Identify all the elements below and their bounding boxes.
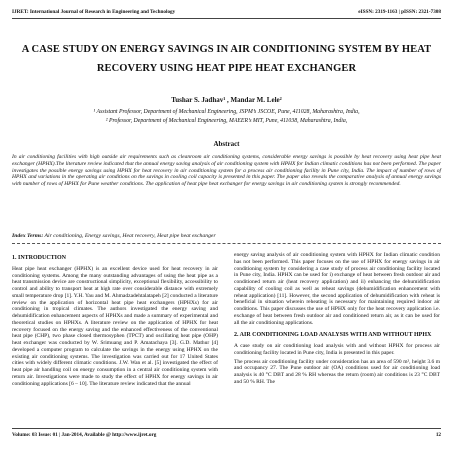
intro-paragraph: Heat pipe heat exchanger (HPHX) is an excellent device used for heat recovery in air conditioning systems. Among the many outstanding advantages of using the heat pipe as a heat transmission device are constructional simplicity, exceptional flexibility, accessibility to control and ability to transport heat at high rate over considerable distance with extremely small temperature drop [1]. Y.H. Yau and M. Ahmadzadehtalatapeh [2] conducted a literature review on the application of horizontal heat pipe heat exchangers (HPHXs) for air conditioning in tropical climates. The authors investigated the energy saving and dehumidification enhancement aspects of HPHXs and made a summary of experimental and theoretical studies on HPHXs. A literature review on the application of HPHX for heat recovery focused on the energy saving and the enhanced effectiveness of the conventional heat pipe (CHP), two phase closed thermosyphen (TPCT) and oscillating heat pipe (OHP) heat exchanger was conducted by W. Srimuang and P. Amatachaya [3]. G.D. Mathur [4] developed a computer program to calculate the savings in the energy using HPHX on the existing air conditioning systems. The investigation was carried out for 17 United States cities with widely different climatic conditions. J.W. Wan et al. [5] investigated the effect of heat pipe air handling coil on energy consumption in a central air conditioning system with return air. Investigations were made to study the effect of HPHX for energy savings in air conditioning applications [6 – 10]. The literature review indicated that the annual [12, 265, 218, 387]
authors: Tushar S. Jadhav¹ , Mandar M. Lele² [171, 96, 282, 104]
running-header [12, 9, 441, 15]
footer-rule [12, 428, 441, 429]
keywords [12, 233, 441, 239]
section-2-title: 2. AIR CONDITIONING LOAD ANALYSIS WITH AND WITHOUT HPHX [234, 332, 432, 339]
section-1-title: 1. INTRODUCTION [12, 255, 67, 261]
volume-info: Volume: 03 Issue: 01 | Jan-2014, Available @ http://www.ijret.org [12, 432, 157, 438]
case-study-paragraph: A case study on air conditioning load analysis with and without HPHX for process air conditioning facility located in Pune city, India is presented in this paper. [234, 343, 440, 356]
left-column [12, 252, 218, 389]
running-footer [12, 432, 441, 438]
paper-title: A CASE STUDY ON ENERGY SAVINGS IN AIR CONDITIONING SYSTEM BY HEAT RECOVERY USING HEAT PIPE HEAT EXCHANGER [21, 44, 432, 74]
keywords-text: Air conditioning, Energy savings, Heat recovery, Heat pipe heat exchanger [43, 233, 216, 239]
abstract-text: In air conditioning facilities with high outside air requirements such as cleanroom air conditioning systems, considerable energy savings is possible by heat recovery using heat pipe heat exchanger (HPHX).The literature review indicated that the annual energy saving analysis of air conditioning system with HPHX for Indian climatic conditions has not been performed. The paper investigates the possible energy savings using HPHX for heat recovery in air conditioning system for a process air conditioning facility in Pune city, India. The impact of number of rows of HPHX and variations in the operating air conditions on the savings in cooling coil capacity is presented in this paper. The paper also reveals the comparative analysis of annual energy savings with number of rows of HPHX for Pune weather conditions. The application of heat pipe heat exchanger for energy savings in air conditioning system is strongly recommended. [12, 154, 441, 188]
affiliation-1: ¹ Assistant Professor, Department of Mechanical Engineering, JSPM’s JSCOE, Pune, 411028, Maharashtra, India, [93, 109, 360, 115]
issn: eISSN: 2319-1163 | pISSN: 2321-7308 [358, 9, 441, 15]
section-divider [12, 243, 441, 244]
abstract-heading: Abstract [213, 140, 240, 148]
intro-continued-paragraph: energy saving analysis of air conditioning system with HPHX for Indian climatic condition has not been performed. This paper focuses on the use of HPHX for energy savings in air conditioning system by considering a case study of process air conditioning facility located in Pune city, India. HPHX can be used for i) exchange of heat between fresh outdoor air and conditioned return air (heat recovery application) and ii) enhancing the dehumidification capability of cooling coil as well as reheat savings (dehumidification enhancement with reheat application) [11]. However, the second application of dehumidification with reheat is beneficial in situation wherein reheating is necessary for maintaining required indoor air conditions. This paper discusses the use of HPHX only for the heat recovery application i.e. exchange of heat between fresh outdoor air and conditioned return air, as it can be used for all the air conditioning applications. [234, 252, 440, 326]
right-column [234, 252, 440, 388]
affiliation-2: ² Professor, Department of Mechanical Engineering, MAEER’s MIT, Pune, 411038, Maharashtra, India, [105, 118, 348, 124]
keywords-label: Index Terms: [12, 233, 44, 239]
page-number: 12 [435, 432, 441, 438]
header-rule [12, 18, 441, 19]
journal-name: IJRET: International Journal of Research in Engineering and Technology [12, 9, 176, 15]
facility-paragraph: The process air conditioning facility under consideration has an area of 590 m², height 3.6 m and occupancy 27. The Pune outdoor air (OA) conditions used for air conditioning load analysis is 40 °C DBT and 28 % RH whereas the return (room) air conditions is 23 °C DBT and 50 % RH. The [234, 358, 440, 385]
